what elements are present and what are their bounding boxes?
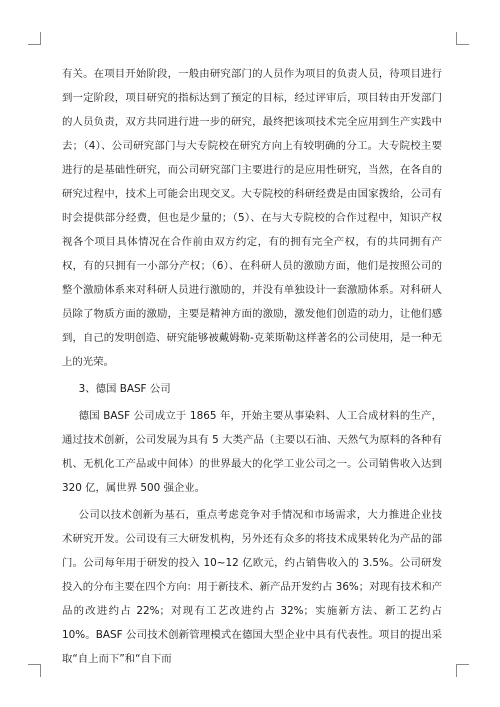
document-body	[62, 62, 442, 674]
crop-mark-top-left	[28, 32, 41, 45]
section-heading-basf: 3、德国 BASF 公司	[78, 383, 171, 395]
paragraph-research-cooperation: 有关。在项目开始阶段，一般由研究部门的人员作为项目的负责人员，待项目进行到一定阶段，项目研究的指标达到了预定的目标，经过评审后，项目转由开发部门的人员负责，双方共同进行进一步的研究，最终把该项技术完全应用到生产实践中去；（4）、公司研究部门与大专院校在研究方向上有较明确的分工。大专院校主要进行的是基础性研究，而公司研究部门主要进行的是应用性研究，当然，在各自的研究过程中，技术上可能会出现交叉。大专院校的科研经费是由国家拨给，公司有时会提供部分经费，但也是少量的；（5）、在与大专院校的合作过程中，知识产权视各个项目具体情况在合作前由双方约定，有的拥有完全产权，有的共同拥有产权，有的只拥有一小部分产权；（6）、在科研人员的激励方面，他们是按照公司的整个激励体系来对科研人员进行激励的，并没有单独设计一套激励体系。对科研人员除了物质方面的激励，主要是精神方面的激励，激发他们创造的动力，让他们感到，自己的发明创造、研究能够被戴姆勒-克莱斯勒这样著名的公司使用，是一种无上的光荣。	[62, 68, 442, 368]
paragraph-basf-overview: 德国 BASF 公司成立于 1865 年，开始主要从事染料、人工合成材料的生产，通过技术创新，公司发展为具有 5 大类产品（主要以石油、天然气为原料的各种有机、无机化工产品或中间体）的世界最大的化学工业公司之一。公司销售收入达到 320 亿，属世界 500 强企业。	[62, 410, 442, 494]
crop-mark-bottom-right	[456, 664, 469, 677]
crop-mark-bottom-left	[28, 664, 41, 677]
crop-mark-top-right	[456, 32, 469, 45]
paragraph-basf-innovation: 公司以技术创新为基石，重点考虑竞争对手情况和市场需求，大力推进企业技术研究开发。公司设有三大研发机构，另外还有众多的将技术成果转化为产品的部门。公司每年用于研发的投入 10~12 亿欧元，约占销售收入的 3.5%。公司研发投入的分布主要在四个方向：用于新技术、新产品开发约占 36%；对现有技术和产品的改进约占 22%；对现有工艺改进约占 32%；实施新方法、新工艺约占 10%。BASF 公司技术创新管理模式在德国大型企业中具有代表性。项目的提出采取“自上而下”和“自下而	[62, 509, 442, 665]
